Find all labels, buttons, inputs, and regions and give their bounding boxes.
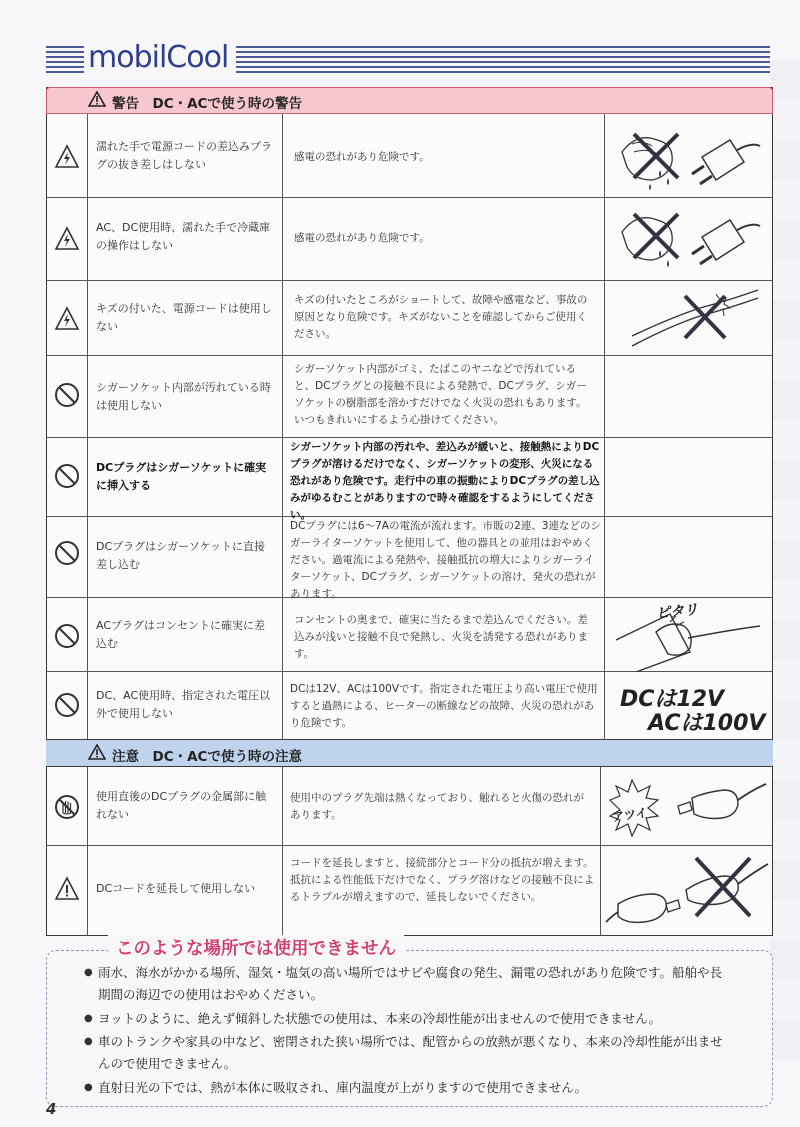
caution-triangle-icon: [88, 744, 106, 760]
warning-triangle-icon: [88, 91, 106, 107]
wet-hand-plug-illustration: [612, 122, 762, 192]
electric-shock-icon: [54, 226, 80, 252]
column-divider: [604, 114, 605, 739]
damaged-cord-illustration: [630, 286, 760, 352]
warning-section-title: 警告 DC・ACで使う時の警告: [112, 96, 302, 112]
column-divider: [87, 114, 88, 739]
column-divider: [282, 767, 283, 936]
row-5-item: DCプラグはシガーソケットに確実に挿入する: [96, 461, 267, 492]
caution-icon: [54, 876, 80, 902]
notice-item: ● 直射日光の下では、熱が本体に吸収され、庫内温度が上がりますので使用できません。: [98, 1077, 728, 1099]
notice-item: ● 車のトランクや家具の中など、密閉された狭い場所では、配管からの放熱が悪くなり、本来の冷却性能が出ませんので使用できません。: [98, 1031, 728, 1075]
wet-hand-illustration: [612, 204, 762, 276]
row-2-item: AC、DC使用時、濡れた手で冷蔵庫の操作はしない: [96, 221, 271, 252]
dc-voltage-label: DCは12V: [620, 687, 725, 712]
row-10-description: コードを延長しますと、接続部分とコード分の抵抗が増えます。抵抗による性能低下だけでなく、プラグ溶けなどの接触不良によるトラブルが増えますので、延長しないでください。: [290, 857, 595, 903]
notice-title: このような場所では使用できません: [108, 935, 404, 960]
pitari-label: ピタリ: [655, 601, 699, 623]
prohibited-icon: [54, 692, 80, 718]
column-divider: [600, 767, 601, 936]
row-3-item: キズの付いた、電源コードは使用しない: [96, 302, 272, 333]
page-number: 4: [46, 1100, 57, 1118]
header-stripes-left: [46, 46, 84, 74]
row-1-item: 濡れた手で電源コードの差込みプラグの抜き差しはしない: [96, 140, 272, 171]
row-7-description: コンセントの奥まで、確実に当たるまで差込んでください。差込みが浅いと接触不良で発熱し、火災を誘発する恐れがあります。: [294, 614, 588, 660]
row-8-item: DC、AC使用時、指定された電圧以外で使用しない: [96, 689, 271, 720]
scan-edge: [770, 60, 800, 1060]
row-4-description: シガーソケット内部がゴミ、たばこのヤニなどで汚れていると、DCプラグとの接触不良による発熱で、DCプラグ、シガーソケットの樹脂部を溶かすだけでなく火災の恐れもあります。いつもきれいにするよう心掛けてください。: [294, 363, 587, 426]
header-stripes-right: [236, 46, 770, 74]
prohibited-icon: [54, 463, 80, 489]
column-divider: [282, 114, 283, 739]
row-8-description: DCは12V、ACは100Vです。指定された電圧より高い電圧で使用すると過熱による、ヒーターの断線などの故障、火災の恐れがあり危険です。: [290, 683, 598, 729]
row-2-description: 感電の恐れがあり危険です。: [294, 232, 430, 244]
prohibited-icon: [54, 540, 80, 566]
brand-logo: mobilCool: [88, 40, 229, 75]
electric-shock-icon: [54, 306, 80, 332]
row-10-item: DCコードを延長して使用しない: [96, 882, 256, 895]
row-1-description: 感電の恐れがあり危険です。: [294, 151, 430, 163]
row-6-description: DCプラグには6～7Aの電流が流れます。市販の2連、3連などのシガーライターソケットを使用して、他の器具との並用はおやめください。過電流による発熱や、接触抵抗の増大によりシガーライターソケット、DCプラグ、シガーソケットの溶け、発火の恐れがあります。: [290, 520, 601, 600]
row-6-item: DCプラグはシガーソケットに直接差し込む: [96, 540, 266, 571]
row-7-item: ACプラグはコンセントに確実に差込む: [96, 619, 266, 650]
row-4-item: シガーソケット内部が汚れている時は使用しない: [96, 381, 271, 412]
prohibited-icon: [54, 382, 80, 408]
ac-voltage-label: ACは100V: [648, 711, 766, 736]
prohibited-icon: [54, 623, 80, 649]
extension-cord-illustration: [604, 850, 770, 930]
electric-shock-icon: [54, 144, 80, 170]
notice-item: ● ヨットのように、絶えず傾斜した状態での使用は、本来の冷却性能が出ませんので使用できません。: [98, 1008, 728, 1030]
column-divider: [87, 767, 88, 936]
row-5-description: シガーソケット内部の汚れや、差込みが緩いと、接触熱によりDCプラグが溶けるだけでなく、シガーソケットの変形、火災になる恐れがあり危険です。走行中の車の振動によりDCプラグの差し込みがゆるむことがありますので時々確認をするようにしてください。: [290, 441, 600, 521]
no-touch-icon: [54, 794, 80, 820]
atsui-label: アツイ: [611, 805, 649, 825]
caution-section-title: 注意 DC・ACで使う時の注意: [112, 749, 302, 765]
notice-item: ● 雨水、海水がかかる場所、湿気・塩気の高い場所ではサビや腐食の発生、漏電の恐れがあり危険です。船舶や長期間の海辺での使用はおやめください。: [98, 962, 728, 1006]
row-9-item: 使用直後のDCプラグの金属部に触れない: [96, 790, 267, 821]
row-3-description: キズの付いたところがショートして、故障や感電など、事故の原因となり危険です。キズがないことを確認してからご使用ください。: [294, 294, 588, 340]
row-9-description: 使用中のプラグ先端は熱くなっており、触れると火傷の恐れがあります。: [290, 792, 584, 821]
